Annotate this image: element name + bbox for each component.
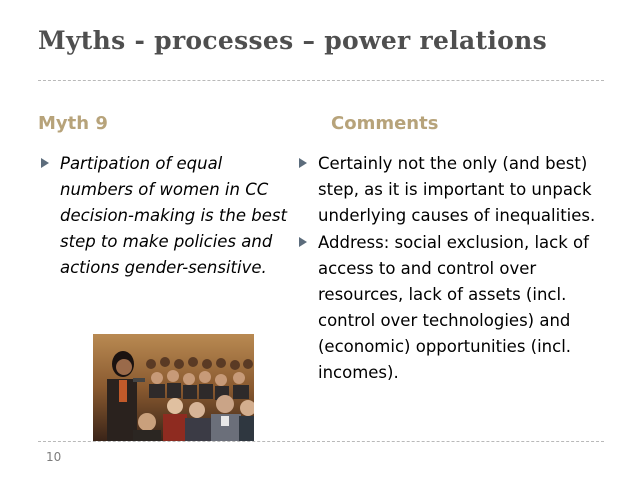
comment-text: Certainly not the only (and best) step, as it is important to unpack underlying causes of inequalities. bbox=[318, 154, 596, 225]
myth-text: Partipation of equal numbers of women in CC decision-making is the best step to make policies and actions gender-sensitive. bbox=[60, 154, 287, 277]
myth-bullet bbox=[36, 151, 288, 281]
audience-photo-illustration bbox=[93, 334, 254, 441]
comment-text: Address: social exclusion, lack of access to and control over resources, lack of assets (incl. control over technologies) and (economic) opportunities (incl. incomes). bbox=[318, 233, 589, 382]
conference-photo bbox=[93, 334, 254, 441]
comments-column bbox=[294, 151, 608, 387]
page-number: 10 bbox=[46, 450, 62, 464]
slide-title: Myths - processes – power relations bbox=[38, 26, 547, 55]
bullet-arrow-icon bbox=[299, 237, 307, 247]
myth-heading: Myth 9 bbox=[38, 113, 108, 134]
comments-heading: Comments bbox=[331, 113, 439, 134]
comment-bullet bbox=[294, 230, 608, 386]
bullet-arrow-icon bbox=[299, 158, 307, 168]
comment-bullet bbox=[294, 151, 608, 229]
bullet-arrow-icon bbox=[41, 158, 49, 168]
title-divider bbox=[38, 80, 604, 81]
footer-divider bbox=[38, 441, 604, 442]
myth-column bbox=[36, 151, 288, 281]
